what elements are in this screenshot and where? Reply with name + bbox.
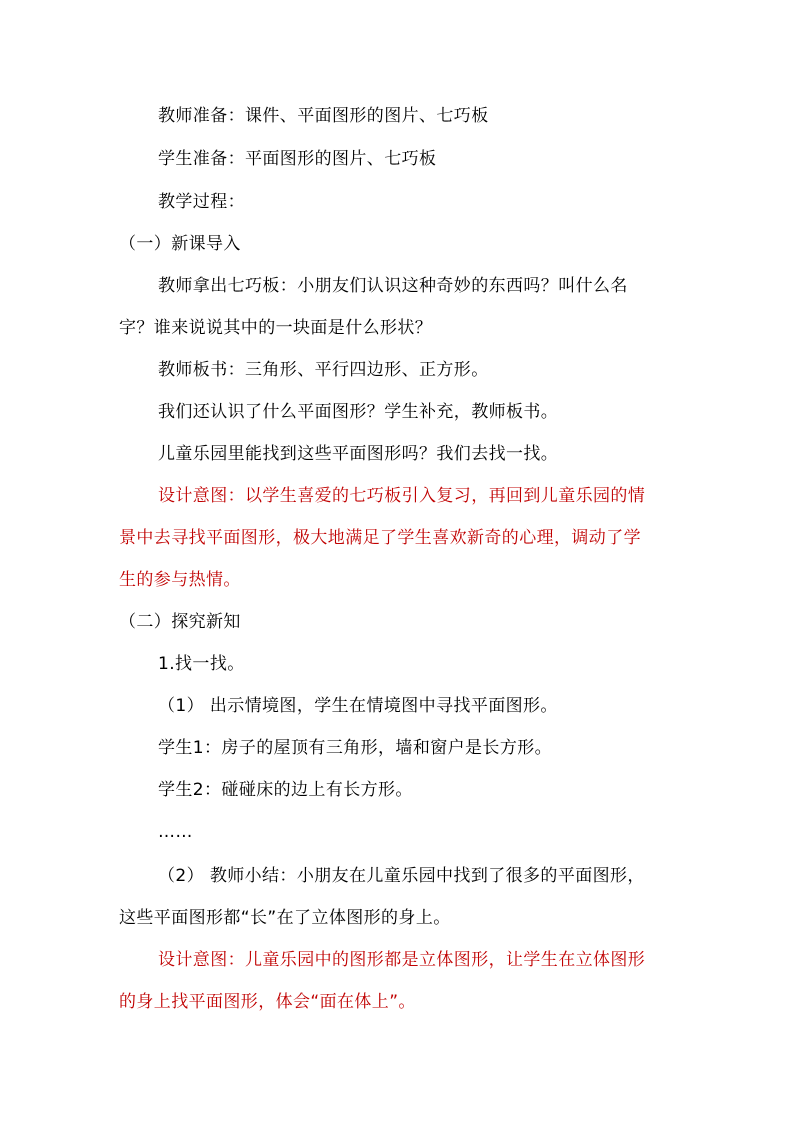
section-two-heading: （二）探究新知 — [119, 612, 241, 632]
section-one-heading: （一）新课导入 — [119, 234, 241, 254]
teacher-prep-line: 教师准备：课件、平面图形的图片、七巧板 — [158, 106, 489, 126]
design-intent-line: 生的参与热情。 — [119, 570, 241, 590]
paragraph-line: 学生1：房子的屋顶有三角形，墙和窗户是长方形。 — [158, 738, 553, 758]
paragraph-line: （1） 出示情境图，学生在情境图中寻找平面图形。 — [158, 696, 558, 716]
design-intent-line: 景中去寻找平面图形，极大地满足了学生喜欢新奇的心理，调动了学 — [119, 528, 641, 548]
paragraph-line: 字？谁来说说其中的一块面是什么形状？ — [119, 318, 433, 338]
design-intent-line: 的身上找平面图形，体会“面在体上”。 — [119, 992, 416, 1012]
paragraph-line: 我们还认识了什么平面图形？学生补充，教师板书。 — [158, 402, 559, 422]
process-heading: 教学过程： — [158, 192, 245, 212]
paragraph-line: 儿童乐园里能找到这些平面图形吗？我们去找一找。 — [158, 444, 559, 464]
design-intent-line: 设计意图：以学生喜爱的七巧板引入复习，再回到儿童乐园的情 — [158, 486, 646, 506]
paragraph-line: 教师拿出七巧板：小朋友们认识这种奇妙的东西吗？叫什么名 — [158, 276, 628, 296]
paragraph-line: 学生2：碰碰床的边上有长方形。 — [158, 780, 413, 800]
design-intent-line: 设计意图：儿童乐园中的图形都是立体图形，让学生在立体图形 — [158, 950, 646, 970]
paragraph-line: 教师板书：三角形、平行四边形、正方形。 — [158, 360, 489, 380]
paragraph-line: （2） 教师小结：小朋友在儿童乐园中找到了很多的平面图形， — [158, 866, 645, 886]
ellipsis-line: …… — [158, 822, 193, 842]
subsection-heading: 1.找一找。 — [158, 654, 245, 674]
paragraph-line: 这些平面图形都“长”在了立体图形的身上。 — [119, 908, 451, 928]
student-prep-line: 学生准备：平面图形的图片、七巧板 — [158, 149, 437, 169]
